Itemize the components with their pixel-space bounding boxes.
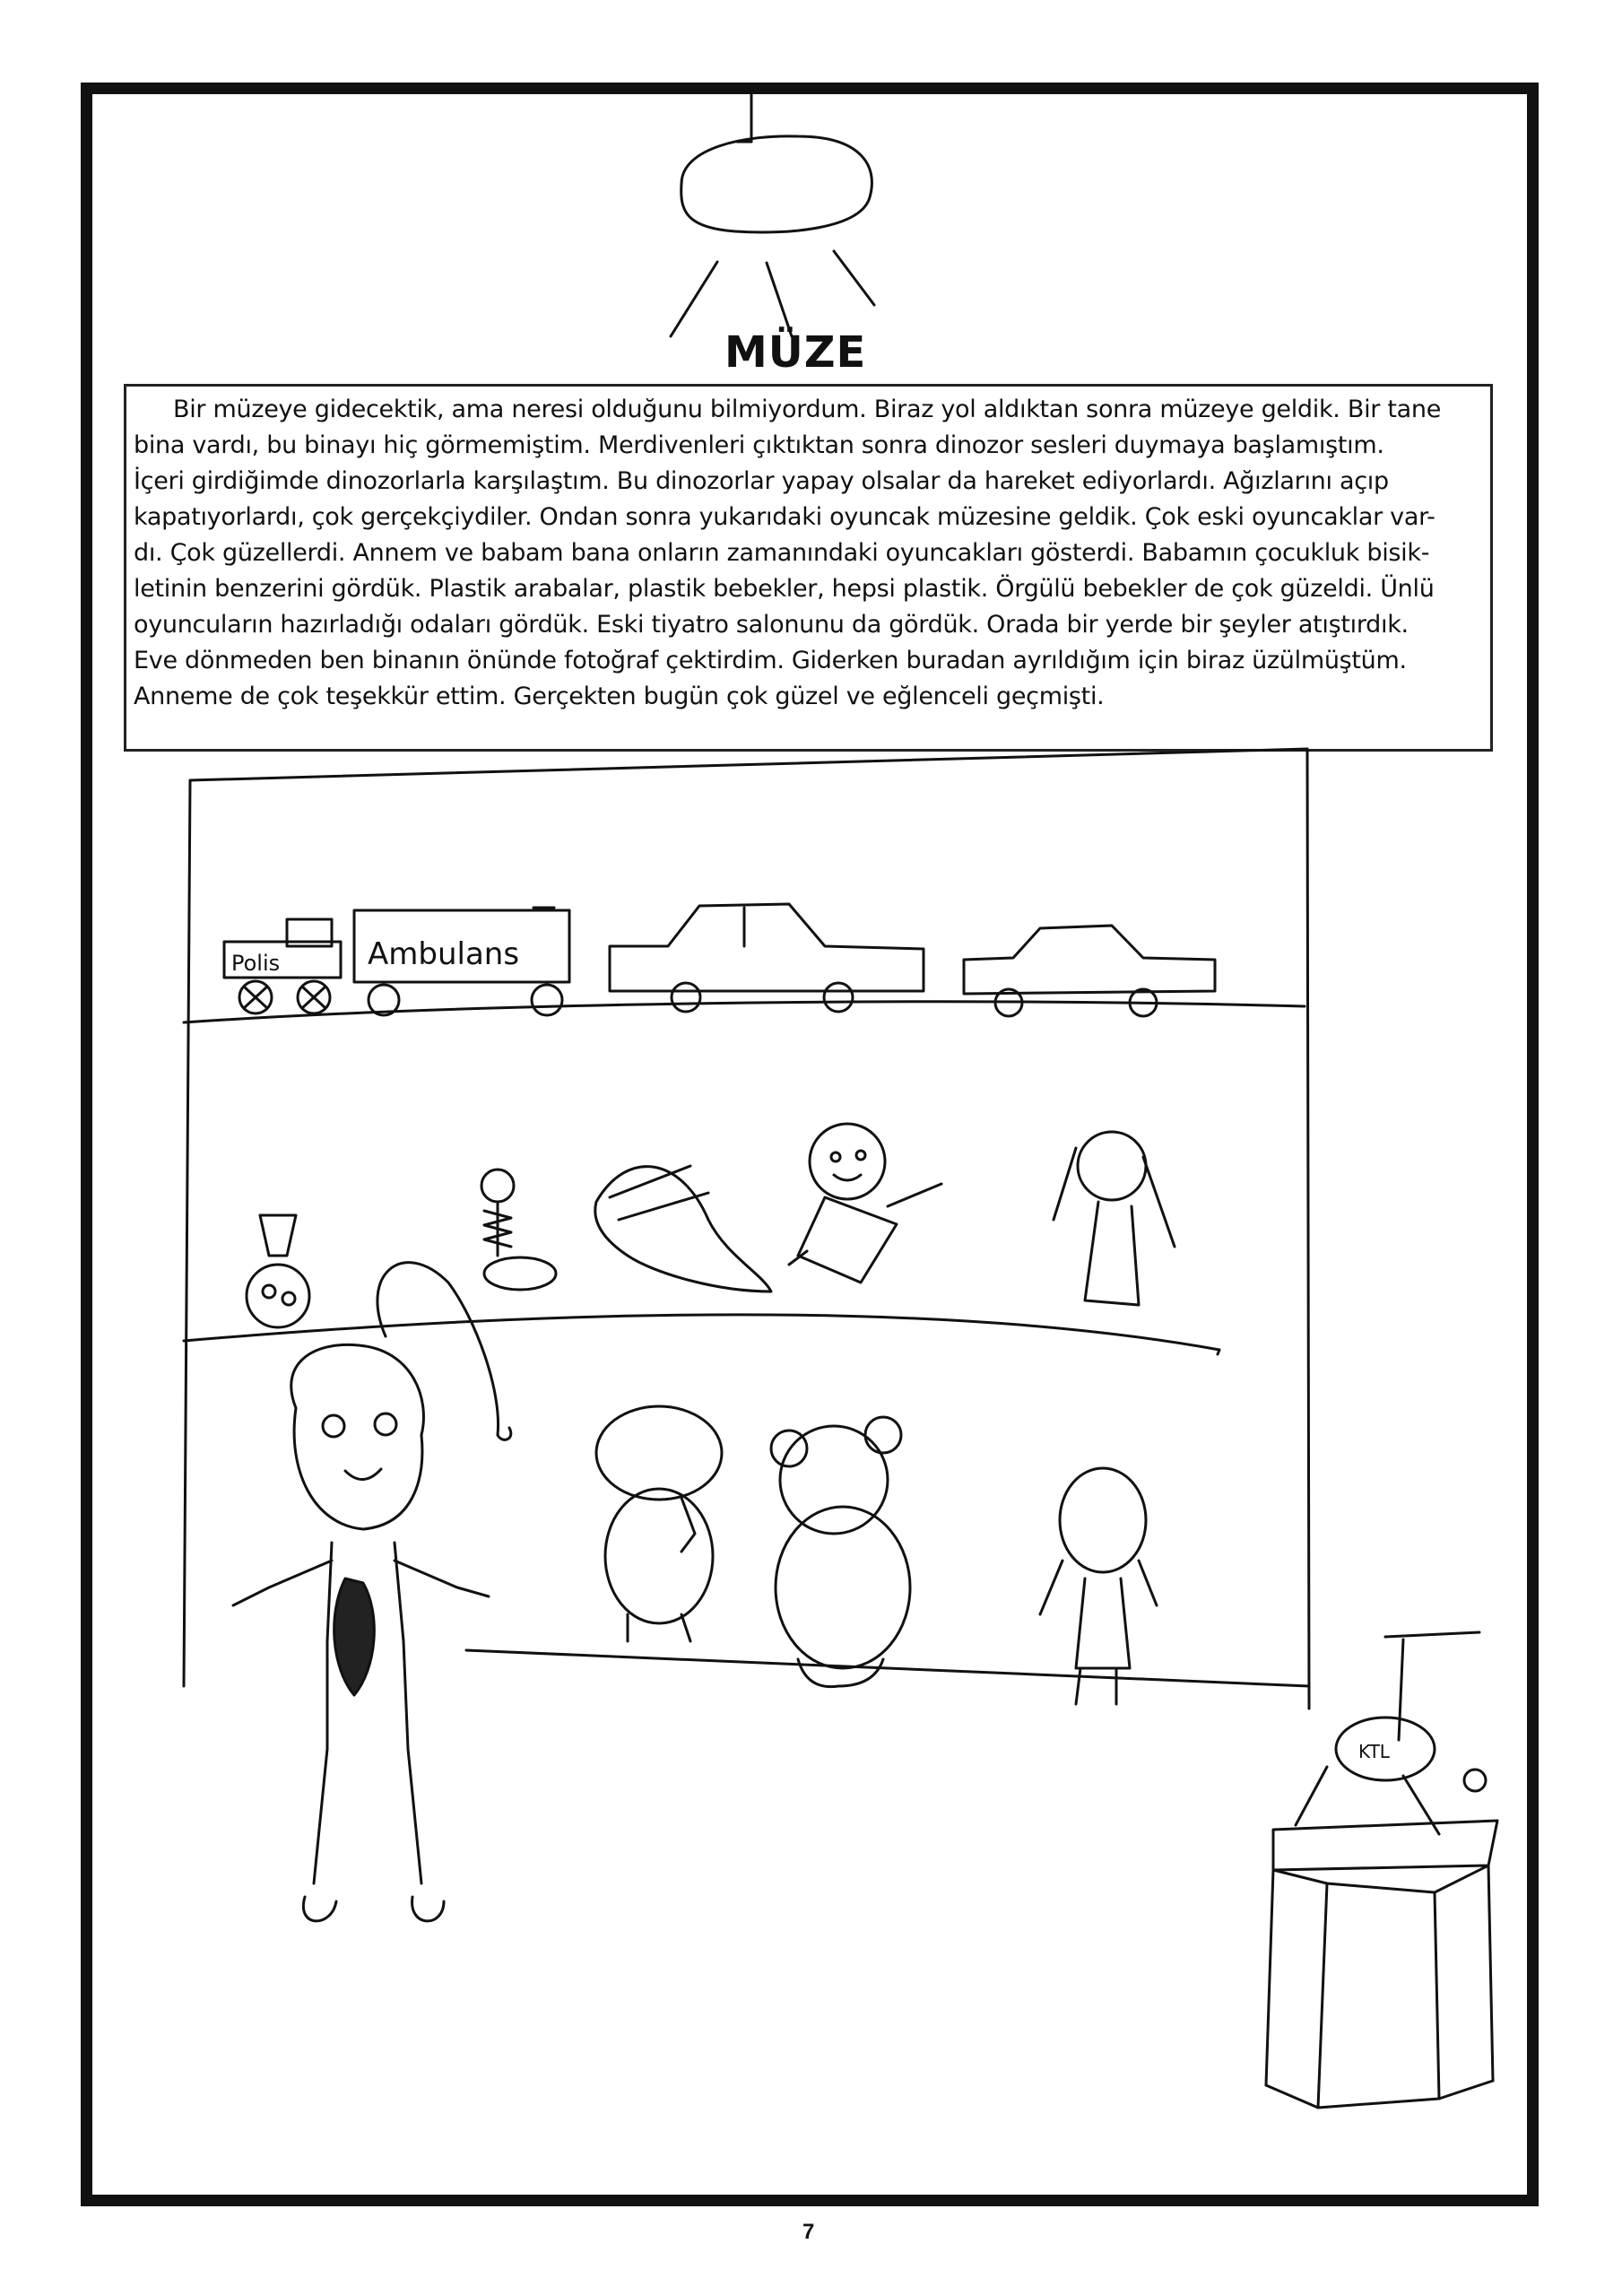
story-line: letinin benzerini gördük. Plastik arabalar, plastik bebekler, hepsi plastik. Örgülü bebekler de çok güzeldi. Ünlü: [134, 575, 1435, 603]
dinosaur-toy-drawing: [595, 1166, 771, 1292]
doll-drawing: [789, 1124, 941, 1283]
spring-toy-drawing: [481, 1170, 556, 1290]
bike-label: KTL: [1358, 1741, 1390, 1762]
gramophone-drawing: [247, 1215, 309, 1327]
elephant-toy-drawing: [596, 1406, 722, 1641]
story-line: Anneme de çok teşekkür ettim. Gerçekten bugün çok güzel ve eğlenceli geçmişti.: [134, 683, 1105, 710]
page-number: 7: [802, 2220, 815, 2244]
doll-drawing: [1040, 1468, 1157, 1704]
girl-figure-drawing: [233, 1263, 511, 1921]
story-line: kapatıyorlardı, çok gerçekçiydiler. Ondan sonra yukarıdaki oyuncak müzesine geldik. Çok eski oyuncaklar var-: [134, 503, 1436, 531]
story-line: dı. Çok güzellerdi. Annem ve babam bana onların zamanındaki oyuncakları gösterdi. Babamın çocukluk bisik-: [134, 539, 1430, 567]
page-title: MÜZE: [724, 327, 867, 378]
doll-drawing: [1054, 1132, 1175, 1305]
story-line: oyuncuların hazırladığı odaları gördük. Eski tiyatro salonunu da gördük. Orada bir yerde bir şeyler atıştırdık.: [134, 611, 1409, 639]
story-line: Bir müzeye gidecektik, ama neresi olduğunu bilmiyordum. Biraz yol aldıktan sonra müzeye geldik. Bir tane: [173, 396, 1442, 423]
bicycle-pedestal-drawing: [1266, 1632, 1497, 2108]
story-line: İçeri girdiğimde dinozorlarla karşılaştım. Bu dinozorlar yapay olsalar da hareket ediyorlardı. Ağızlarını açıp: [134, 467, 1389, 495]
ambulance-label: Ambulans: [368, 936, 520, 972]
story-line: Eve dönmeden ben binanın önünde fotoğraf çektirdim. Giderken buradan ayrıldığım için biraz üzülmüştüm.: [134, 647, 1407, 674]
story-line: bina vardı, bu binayı hiç görmemiştim. Merdivenleri çıktıktan sonra dinozor sesleri duymaya başlamıştım.: [134, 431, 1384, 459]
police-label: Polis: [231, 951, 281, 976]
teddy-bear-drawing: [771, 1417, 910, 1687]
toy-car-drawing: [610, 904, 924, 1012]
